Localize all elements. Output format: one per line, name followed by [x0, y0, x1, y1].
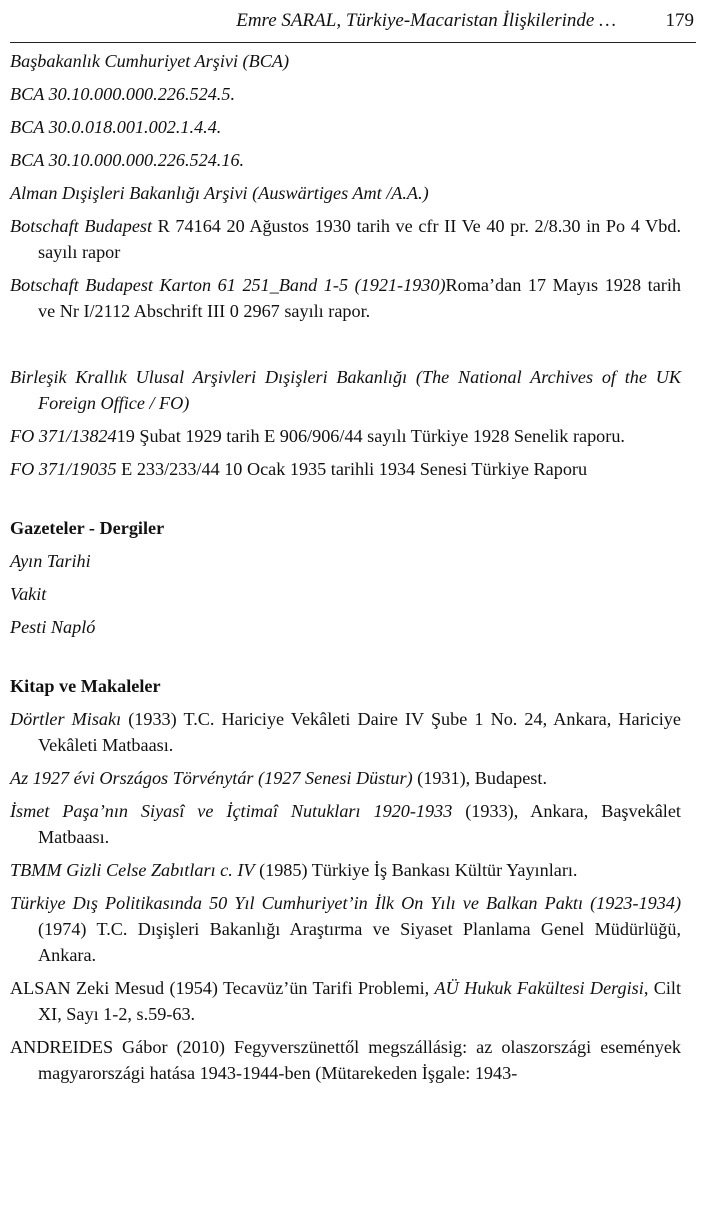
section-spacer — [10, 647, 681, 673]
fo-reference-code: FO 371/13824 — [10, 426, 117, 446]
book-entry-title: Dörtler Misakı — [10, 709, 122, 729]
book-entry — [10, 890, 681, 968]
section-spacer — [10, 489, 681, 515]
aa-reference-detail: R 74164 20 Ağustos 1930 tarih ve cfr II Ve 40 pr. 2/8.30 in Po 4 Vbd. sayılı rapor — [38, 216, 681, 262]
archive-title-uk: Birleşik Krallık Ulusal Arşivleri Dışişleri Bakanlığı (The National Archives of the UK Foreign Office / FO) — [10, 367, 681, 413]
running-header — [10, 8, 696, 43]
section-spacer — [10, 331, 681, 364]
running-title: Emre SARAL, Türkiye-Macaristan İlişkilerinde … — [236, 10, 616, 31]
book-entry-title: AÜ Hukuk Fakültesi Dergisi — [434, 978, 644, 998]
aa-reference-source: Botschaft Budapest — [10, 216, 153, 236]
book-entry-detail: (1985) Türkiye İş Bankası Kültür Yayınları. — [254, 860, 578, 880]
bca-reference: BCA 30.0.018.001.002.1.4.4. — [10, 117, 222, 137]
book-entry-detail: , Cilt XI, Sayı 1-2, s.59-63. — [38, 978, 681, 1024]
book-entry-author: ALSAN Zeki Mesud (1954) Tecavüz’ün Tarifi Problemi, — [10, 978, 435, 998]
section-heading-newspapers: Gazeteler - Dergiler — [10, 518, 165, 538]
book-entry-title: İsmet Paşa’nın Siyasî ve İçtimaî Nutukları 1920-1933 — [10, 801, 453, 821]
newspaper-item: Vakit — [10, 584, 47, 604]
fo-reference-code: FO 371/19035 — [10, 459, 117, 479]
archive-title-aa: Alman Dışişleri Bakanlığı Arşivi (Auswärtiges Amt /A.A.) — [10, 183, 429, 203]
fo-reference-entry — [10, 456, 681, 482]
bca-reference: BCA 30.10.000.000.226.524.16. — [10, 150, 245, 170]
book-entry-title: Az 1927 évi Országos Törvénytár (1927 Senesi Düstur) — [10, 768, 413, 788]
section-heading-books: Kitap ve Makaleler — [10, 676, 161, 696]
book-entry-title: TBMM Gizli Celse Zabıtları c. IV — [10, 860, 255, 880]
book-entry — [10, 706, 681, 758]
fo-reference-entry — [10, 423, 681, 449]
newspaper-item: Pesti Napló — [10, 617, 96, 637]
archive-title-bca: Başbakanlık Cumhuriyet Arşivi (BCA) — [10, 51, 290, 71]
aa-reference-source: Botschaft Budapest Karton 61 251_Band 1-5 (1921-1930) — [10, 275, 446, 295]
aa-reference-detail: Roma’dan 17 Mayıs 1928 tarih ve Nr I/2112 Abschrift III 0 2967 sayılı rapor. — [38, 275, 681, 321]
book-entry — [10, 798, 681, 850]
book-entry — [10, 975, 681, 1027]
aa-reference-entry — [10, 272, 681, 324]
book-entry — [10, 857, 681, 883]
book-entry-detail: (1931), Budapest. — [412, 768, 547, 788]
fo-reference-detail: 19 Şubat 1929 tarih E 906/906/44 sayılı Türkiye 1928 Senelik raporu. — [116, 426, 625, 446]
newspaper-item: Ayın Tarihi — [10, 551, 91, 571]
book-entry-detail: (1933) T.C. Hariciye Vekâleti Daire IV Şube 1 No. 24, Ankara, Hariciye Vekâleti Matbaası. — [38, 709, 681, 755]
book-entry-author: ANDREIDES Gábor (2010) Fegyverszünettől megszállásig: az olaszországi események magyarországi hatása 1943-1944-ben (Mütarekeden İşgale: 1943- — [10, 1037, 681, 1083]
aa-reference-entry — [10, 213, 681, 265]
fo-reference-detail: E 233/233/44 10 Ocak 1935 tarihli 1934 Senesi Türkiye Raporu — [116, 459, 588, 479]
book-entry-title: Türkiye Dış Politikasında 50 Yıl Cumhuriyet’in İlk On Yılı ve Balkan Paktı (1923-1934) — [10, 893, 681, 913]
book-entry — [10, 1034, 681, 1086]
bca-reference: BCA 30.10.000.000.226.524.5. — [10, 84, 235, 104]
book-entry — [10, 765, 681, 791]
book-entry-detail: (1974) T.C. Dışişleri Bakanlığı Araştırma ve Siyaset Planlama Genel Müdürlüğü, Ankara. — [38, 919, 681, 965]
book-entry-detail: (1933), Ankara, Başvekâlet Matbaası. — [38, 801, 681, 847]
references-section — [10, 48, 681, 1093]
page-number: 179 — [665, 10, 694, 31]
